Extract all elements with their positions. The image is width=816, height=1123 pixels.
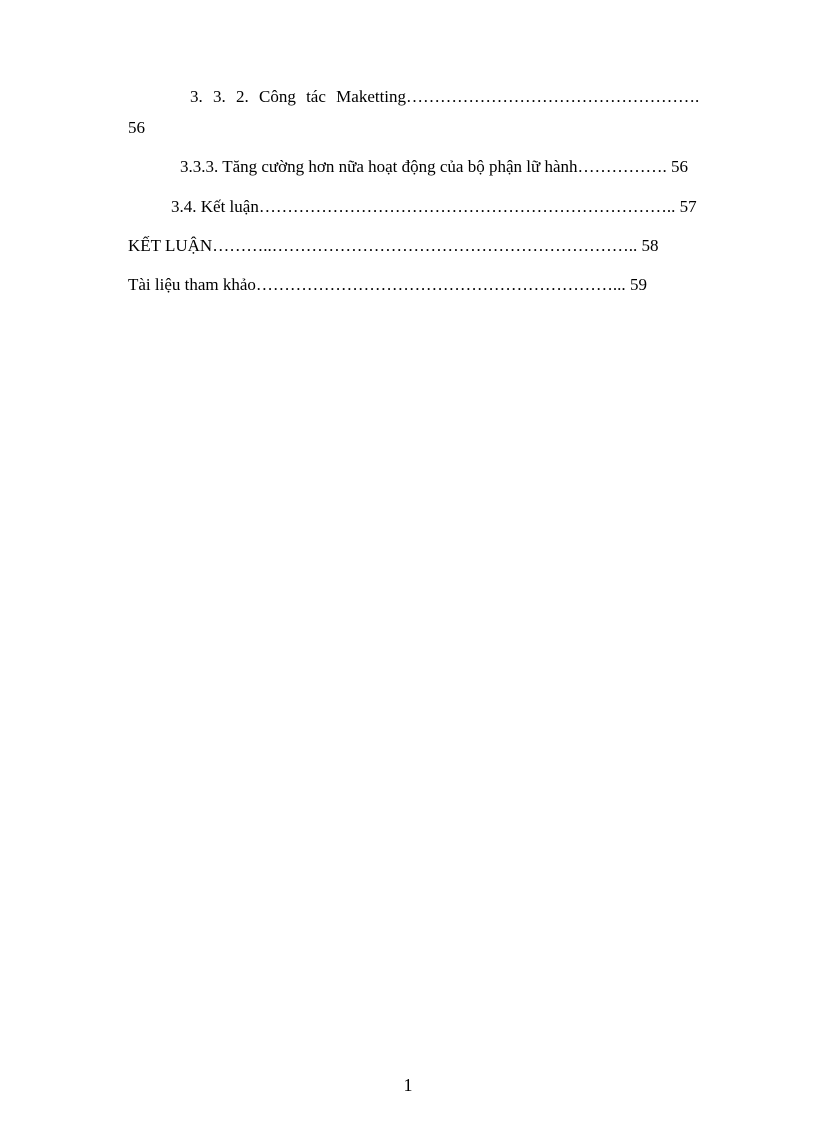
- toc-page-number: 56: [671, 157, 689, 176]
- toc-entry-tai-lieu: [128, 274, 647, 296]
- toc-page-number: 56: [128, 118, 145, 137]
- toc-entry-3-4: [171, 196, 697, 218]
- toc-entry-title: 3. 3. 2. Công tác Maketting…………………………………………….: [190, 87, 700, 106]
- toc-page-number: 58: [641, 236, 659, 255]
- toc-entry-3-3-3: [180, 156, 688, 178]
- page-number: 1: [403, 1075, 413, 1095]
- toc-entry-3-3-2-page: [128, 117, 145, 139]
- toc-entry-title: KẾT LUẬN………..………………………………………………………..: [128, 236, 638, 255]
- toc-entry-title: Tài liệu tham khảo………………………………………………………...: [128, 275, 626, 294]
- toc-page-number: 57: [679, 197, 697, 216]
- toc-page-number: 59: [629, 275, 647, 294]
- toc-entry-ket-luan: [128, 235, 658, 257]
- toc-entry-3-3-2: [190, 86, 699, 108]
- toc-entry-title: 3.3.3. Tăng cường hơn nữa hoạt động của bộ phận lữ hành…………….: [180, 157, 667, 176]
- toc-entry-title: 3.4. Kết luận………………………………………………………………..: [171, 197, 676, 216]
